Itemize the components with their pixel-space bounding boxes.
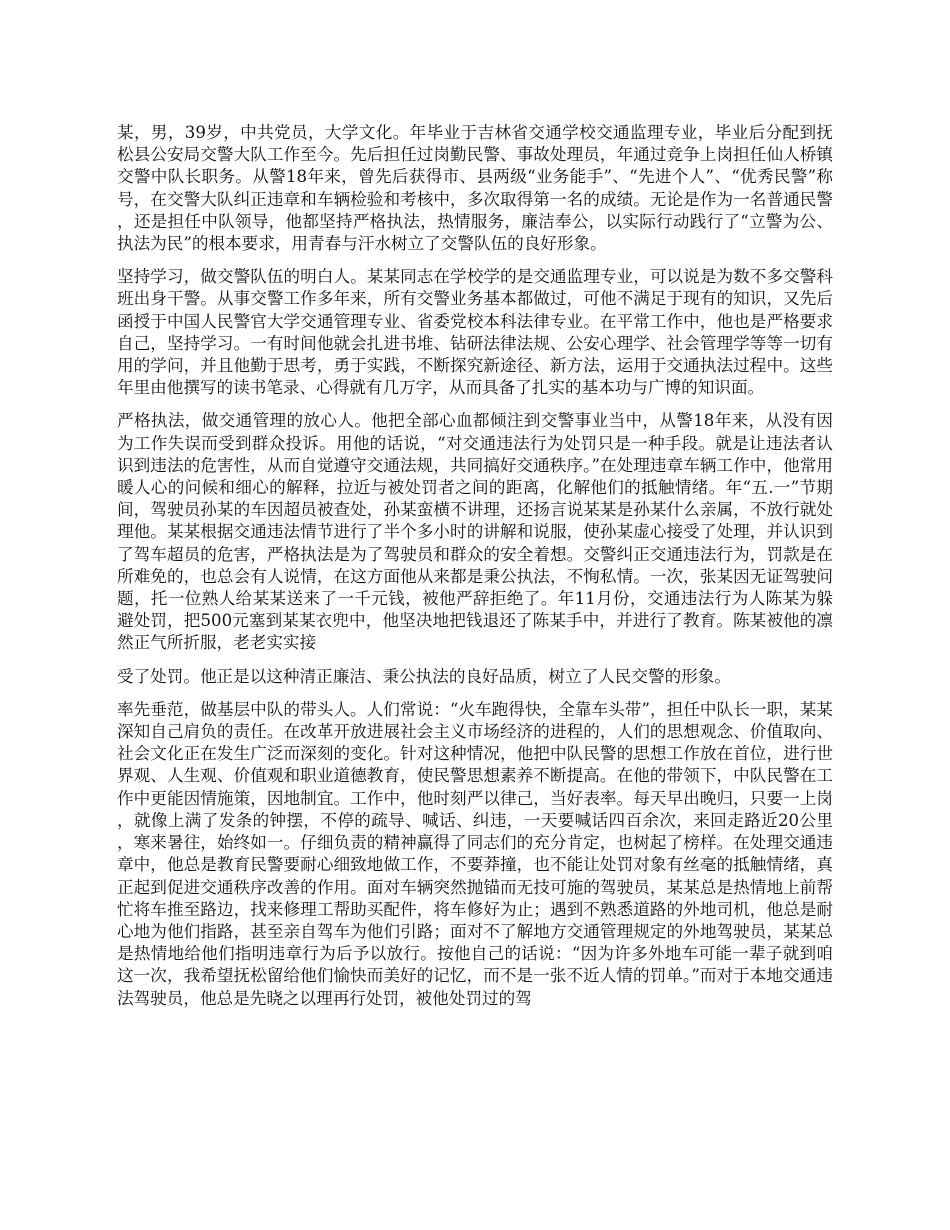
paragraph-study: 坚持学习，做交警队伍的明白人。某某同志在学校学的是交通监理专业，可以说是为数不多交警科班出身干警。从事交警工作多年来，所有交警业务基本都做过，可他不满足于现有的知识，又先后函授于中国人民警官大学交通管理专业、省委党校本科法律专业。在平常工作中，他也是严格要求自己，坚持学习。一有时间他就会扎进书堆、钻研法律法规、公安心理学、社会管理学等等一切有用的学问，并且他勤于思考，勇于实践，不断探究新途径、新方法，运用于交通执法过程中。这些年里由他撰写的读书笔录、心得就有几万字，从而具备了扎实的基本功与广博的知识面。 [117,267,833,398]
document-body [117,122,833,1021]
paragraph-law-enforcement-continued: 受了处罚。他正是以这种清正廉洁、秉公执法的良好品质，树立了人民交警的形象。 [117,666,731,686]
paragraph-intro: 某，男，39岁，中共党员，大学文化。年毕业于吉林省交通学校交通监理专业，毕业后分配到抚松县公安局交警大队工作至今。先后担任过岗勤民警、事故处理员，年通过竞争上岗担任仙人桥镇交警中队长职务。从警18年来，曾先后获得市、县两级“业务能手”、“先进个人”、“优秀民警”称号，在交警大队纠正违章和车辆检验和考核中，多次取得第一名的成绩。无论是作为一名普通民警，还是担任中队领导，他都坚持严格执法，热情服务，廉洁奉公，以实际行动践行了“立警为公、执法为民”的根本要求，用青春与汗水树立了交警队伍的良好形象。 [117,123,833,254]
paragraph-law-enforcement: 严格执法，做交通管理的放心人。他把全部心血都倾注到交警事业当中，从警18年来，从没有因为工作失误而受到群众投诉。用他的话说，“对交通违法行为处罚只是一种手段。就是让违法者认识到违法的危害性，从而自觉遵守交通法规，共同搞好交通秩序。”在处理违章车辆工作中，他常用暖人心的问候和细心的解释，拉近与被处罚者之间的距离，化解他们的抵触情绪。年“五.一”节期间，驾驶员孙某的车因超员被查处，孙某蛮横不讲理，还扬言说某某是孙某什么亲属，不放行就处理他。某某根据交通违法情节进行了半个多小时的讲解和说服，使孙某虚心接受了处理，并认识到了驾车超员的危害，严格执法是为了驾驶员和群众的安全着想。交警纠正交通违法行为，罚款是在所难免的，也总会有人说情，在这方面他从来都是秉公执法，不恂私情。一次，张某因无证驾驶问题，托一位熟人给某某送来了一千元钱，被他严辞拒绝了。年11月份，交通违法行为人陈某为躲避处罚，把500元塞到某某衣兜中，他坚决地把钱退还了陈某手中，并进行了教育。陈某被他的凛然正气所折服，老老实实接 [117,411,833,653]
paragraph-leadership: 率先垂范，做基层中队的带头人。人们常说：“火车跑得快，全靠车头带”，担任中队长一职，某某深知自己肩负的责任。在改革开放进展社会主义市场经济的进程的，人们的思想观念、价值取向、社会文化正在发生广泛而深刻的变化。针对这种情况，他把中队民警的思想工作放在首位，进行世界观、人生观、价值观和职业道德教育，使民警思想素养不断提高。在他的带领下，中队民警在工作中更能因情施策，因地制宜。工作中，他时刻严以律己，当好表率。每天早出晚归，只要一上岗，就像上满了发条的钟摆，不停的疏导、喊话、纠违，一天要喊话四百余次，来回走路近20公里，寒来暑往，始终如一。仔细负责的精神赢得了同志们的充分肯定，也树起了榜样。在处理交通违章中，他总是教育民警要耐心细致地做工作，不要莽撞，也不能让处罚对象有丝毫的抵触情绪，真正起到促进交通秩序改善的作用。面对车辆突然抛锚而无技可施的驾驶员，某某总是热情地上前帮忙将车推至路边，找来修理工帮助买配件，将车修好为止；遇到不熟悉道路的外地司机，他总是耐心地为他们指路，甚至亲自驾车为他们引路；面对不了解地方交通管理规定的外地驾驶员，某某总是热情地给他们指明违章行为后予以放行。按他自己的话说：“因为许多外地车可能一辈子就到咱这一次，我希望抚松留给他们愉快而美好的记忆，而不是一张不近人情的罚单。”而对于本地交通违法驾驶员，他总是先晓之以理再行处罚，被他处罚过的驾 [117,699,833,1008]
